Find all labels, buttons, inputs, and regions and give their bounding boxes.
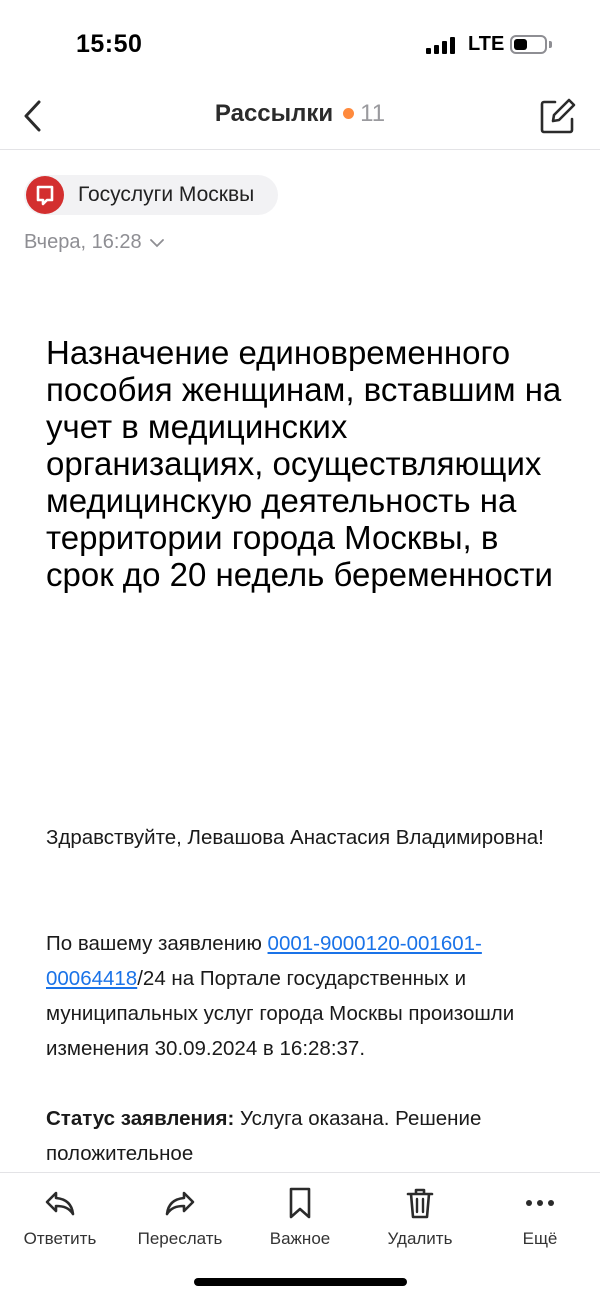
paragraph-prefix: По вашему заявлению xyxy=(46,932,268,955)
home-indicator xyxy=(194,1278,407,1286)
paragraph-suffix: /24 на Портале государственных и муниципальных услуг города Москвы произошли изменения 30.09.2024 в 16:28:37. xyxy=(46,967,515,1060)
bookmark-icon xyxy=(282,1185,318,1221)
trash-icon xyxy=(402,1185,438,1221)
message-date-text: Вчера, 16:28 xyxy=(24,231,142,253)
network-type: LTE xyxy=(468,33,505,55)
message-date[interactable] xyxy=(24,231,164,254)
compose-icon xyxy=(538,96,578,136)
application-number-link[interactable]: 0001-9000120-001601-00064418 xyxy=(46,932,482,990)
battery-icon xyxy=(510,35,547,54)
reply-label: Ответить xyxy=(23,1229,97,1248)
nav-title-group xyxy=(0,100,600,128)
battery-cap xyxy=(549,41,552,48)
forward-button[interactable] xyxy=(120,1185,240,1255)
more-button[interactable] xyxy=(480,1185,600,1255)
forward-label: Переслать xyxy=(137,1229,223,1248)
unread-count: 11 xyxy=(360,100,386,127)
status-time: 15:50 xyxy=(76,30,143,58)
more-icon xyxy=(522,1185,558,1221)
sender-logo xyxy=(26,176,64,214)
compose-button[interactable] xyxy=(538,96,578,136)
page-title: Рассылки xyxy=(214,100,334,127)
delete-label: Удалить xyxy=(387,1229,453,1248)
reply-button[interactable] xyxy=(0,1185,120,1255)
reply-icon xyxy=(42,1185,78,1221)
nav-header xyxy=(0,90,600,150)
message-greeting: Здравствуйте, Левашова Анастасия Владимировна! xyxy=(46,826,544,849)
status-bar xyxy=(0,0,600,90)
chevron-down-icon xyxy=(150,238,164,248)
unread-dot xyxy=(343,108,354,119)
cellular-signal-icon xyxy=(426,36,456,54)
message-paragraph xyxy=(46,926,566,1066)
status-value: Услуга оказана. Решение положительное xyxy=(46,1107,482,1165)
battery-level xyxy=(514,39,527,50)
sender-name: Госуслуги Москвы xyxy=(78,183,255,206)
important-label: Важное xyxy=(269,1229,331,1248)
important-button[interactable] xyxy=(240,1185,360,1255)
message-subject: Назначение единовременного пособия женщинам, вставшим на учет в медицинских организациях, осуществляющих медицинскую деятельность на территории города Москвы, в срок до 20 недель беременности xyxy=(46,334,562,593)
status-label: Статус заявления: xyxy=(46,1107,235,1130)
sender-chip[interactable] xyxy=(24,175,278,215)
gosuslugi-logo-icon xyxy=(26,176,64,214)
forward-icon xyxy=(162,1185,198,1221)
more-label: Ещё xyxy=(522,1229,558,1248)
delete-button[interactable] xyxy=(360,1185,480,1255)
application-status xyxy=(46,1101,566,1171)
